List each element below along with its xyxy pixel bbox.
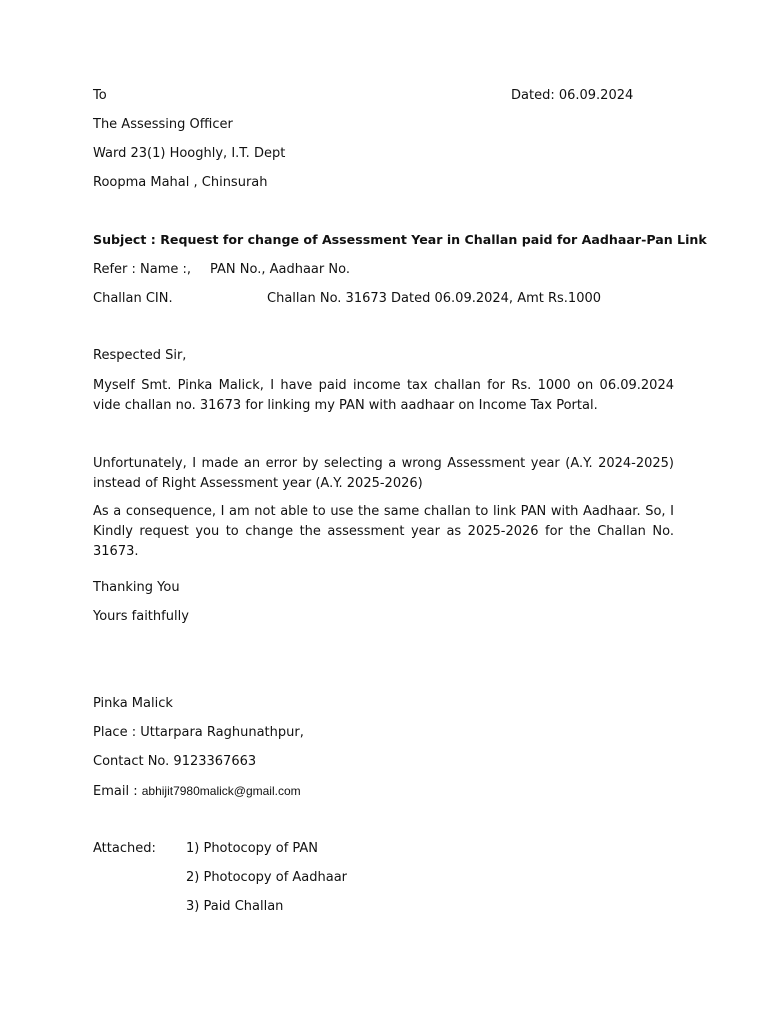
body-paragraph-3: As a consequence, I am not able to use the same challan to link PAN with Aadhaar. So, I Kindly request you to change the assessment year as 2025-2026 for the Challan No. 31673. <box>93 504 674 559</box>
sender-place: Place : Uttarpara Raghunathpur, <box>93 725 304 740</box>
challan-details: Challan No. 31673 Dated 06.09.2024, Amt Rs.1000 <box>267 291 602 306</box>
recipient-address: Roopma Mahal , Chinsurah <box>93 175 268 190</box>
attachment-item: 3) Paid Challan <box>186 899 284 914</box>
recipient-title: The Assessing Officer <box>93 117 233 132</box>
thanks-line: Thanking You <box>93 580 180 595</box>
sender-email <box>93 783 301 800</box>
sender-contact: Contact No. 9123367663 <box>93 754 257 769</box>
email-label: Email : <box>93 784 138 799</box>
email-address: abhijit7980malick@gmail.com <box>141 784 301 798</box>
body-paragraph-1: Myself Smt. Pinka Malick, I have paid income tax challan for Rs. 1000 on 06.09.2024 vide challan no. 31673 for linking my PAN with aadhaar on Income Tax Portal. <box>93 378 674 413</box>
recipient-ward: Ward 23(1) Hooghly, I.T. Dept <box>93 146 286 161</box>
sender-name: Pinka Malick <box>93 696 173 711</box>
signoff-line: Yours faithfully <box>93 609 189 624</box>
refer-value: PAN No., Aadhaar No. <box>210 262 350 277</box>
body-paragraph-2: Unfortunately, I made an error by selecting a wrong Assessment year (A.Y. 2024-2025) instead of Right Assessment year (A.Y. 2025-2026) <box>93 456 674 491</box>
subject-line: Subject : Request for change of Assessment Year in Challan paid for Aadhaar-Pan Link <box>93 232 707 247</box>
refer-label: Refer : Name :, <box>93 262 192 277</box>
challan-label: Challan CIN. <box>93 291 173 306</box>
to-label: To <box>93 88 107 103</box>
letter-date: Dated: 06.09.2024 <box>511 88 634 103</box>
attachments-label: Attached: <box>93 841 156 856</box>
attachment-item: 2) Photocopy of Aadhaar <box>186 870 348 885</box>
attachment-item: 1) Photocopy of PAN <box>186 841 319 856</box>
salutation: Respected Sir, <box>93 348 187 363</box>
